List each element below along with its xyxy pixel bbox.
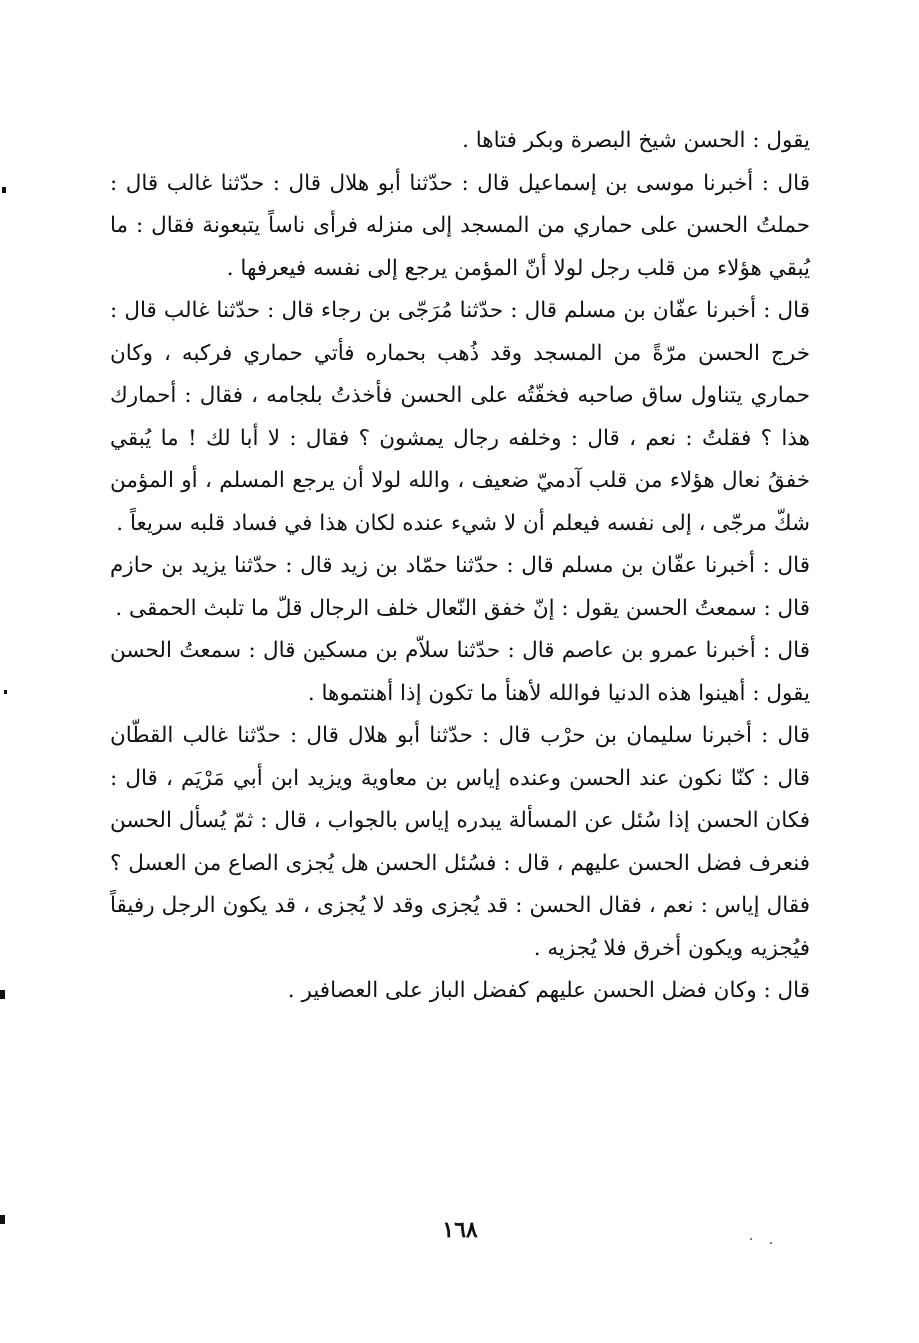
page-number: ١٦٨ <box>442 1217 478 1243</box>
body-text <box>110 120 810 1013</box>
paragraph-4: قال : أخبرنا عفّان بن مسلم قال : حدّثنا حمّاد بن زيد قال : حدّثنا يزيد بن حازم قال : سمعتُ الحسن يقول : إنّ خفق النّعال خلف الرجال قلّ ما تلبث الحمقى . <box>110 553 810 621</box>
scan-margin-mark <box>4 690 7 694</box>
scan-margin-mark <box>2 187 6 193</box>
paragraph-2: قال : أخبرنا موسى بن إسماعيل قال : حدّثنا أبو هلال قال : حدّثنا غالب قال : حملتُ الحسن على حماري من المسجد إلى منزله فرأى ناساً يتبعونة فقال : ما يُبقي هؤلاء من قلب رجل لولا أنّ المؤمن يرجع إلى نفسه فيعرفها . <box>110 170 810 281</box>
scan-speck <box>750 1238 752 1240</box>
scan-margin-mark <box>0 990 5 999</box>
scan-margin-mark <box>0 1215 5 1224</box>
paragraph-3: قال : أخبرنا عفّان بن مسلم قال : حدّثنا مُرَجّى بن رجاء قال : حدّثنا غالب قال : خرج الحسن مرّةً من المسجد وقد ذُهب بحماره فأتي حماري فركبه ، وكان حماري يتناول ساق صاحبه فخفّتُه على الحسن فأخذتُ بلجامه ، فقال : أحمارك هذا ؟ فقلتُ : نعم ، قال : وخلفه رجال يمشون ؟ فقال : لا أبا لك ! ما يُبقي خفقُ نعال هؤلاء من قلب آدميّ ضعيف ، والله لولا أن يرجع المسلم ، أو المؤمن شكّ مرجّى ، إلى نفسه فيعلم أن لا شيء عنده لكان هذا في فساد قلبه سريعاً . <box>110 298 810 536</box>
paragraph-1: يقول : الحسن شيخ البصرة وبكر فتاها . <box>462 128 810 153</box>
paragraph-5: قال : أخبرنا عمرو بن عاصم قال : حدّثنا سلاّم بن مسكين قال : سمعتُ الحسن يقول : أهينوا هذه الدنيا فوالله لأهنأ ما تكون إذا أهنتموها . <box>110 638 810 706</box>
paragraph-6: قال : أخبرنا سليمان بن حرْب قال : حدّثنا أبو هلال قال : حدّثنا غالب القطّان قال : كنّا نكون عند الحسن وعنده إياس بن معاوية ويزيد ابن أبي مَرْيَم ، قال : فكان الحسن إذا سُئل عن المسألة يبدره إياس بالجواب ، قال : ثمّ يُسأل الحسن فنعرف فضل الحسن عليهم ، قال : فسُئل الحسن هل يُجزى الصاع من العسل ؟ فقال إياس : نعم ، فقال الحسن : قد يُجزى وقد لا يُجزى ، قد يكون الرجل رفيقاً فيُجزيه ويكون أخرق فلا يُجزيه . <box>110 723 810 961</box>
scan-speck <box>770 1242 772 1244</box>
paragraph-7: قال : وكان فضل الحسن عليهم كفضل الباز على العصافير . <box>287 978 810 1003</box>
